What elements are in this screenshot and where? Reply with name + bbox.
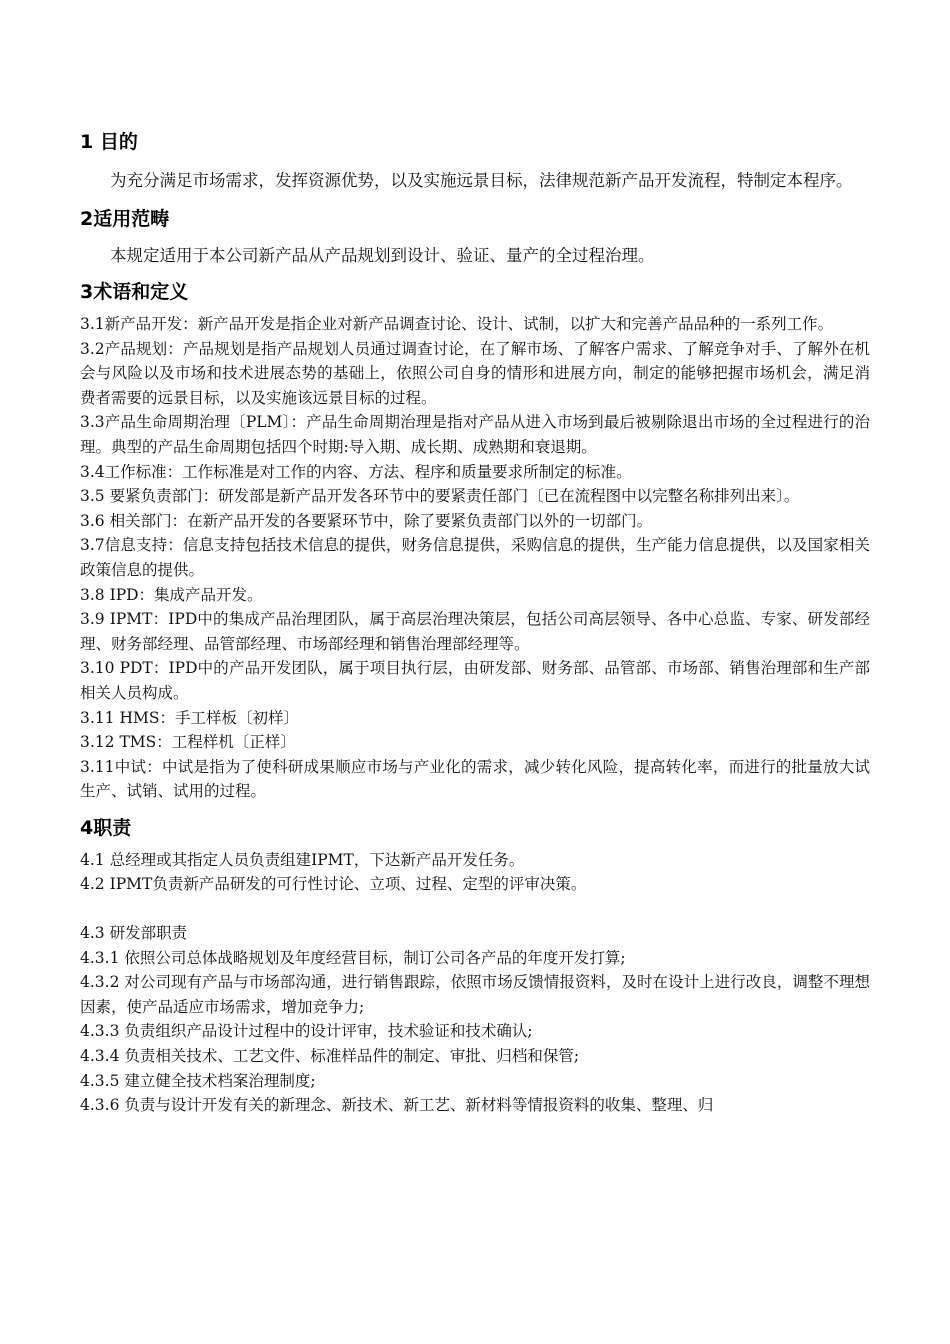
term-item: 3.9 IPMT：IPD中的集成产品治理团队，属于高层治理决策层，包括公司高层领导、各中心总监、专家、研发部经理、财务部经理、品管部经理、市场部经理和销售治理部经理等。 [80,610,870,653]
rd-duties-heading: 4.3 研发部职责 [80,924,188,943]
purpose-paragraph: 为充分满足市场需求，发挥资源优势，以及实施远景目标，法律规范新产品开发流程，特制定本程序。 [110,171,853,190]
section-heading-responsibilities: 4职责 [80,816,132,839]
term-item: 3.8 IPD：集成产品开发。 [80,585,263,604]
term-item: 3.12 TMS：工程样机〔正样〕 [80,733,296,752]
rd-duty-item: 4.3.2 对公司现有产品与市场部沟通，进行销售跟踪，依照市场反馈情报资料，及时在设计上进行改良，调整不理想因素，使产品适应市场需求，增加竞争力; [80,973,870,1016]
term-item: 3.5 要紧负责部门：研发部是新产品开发各环节中的要紧责任部门〔已在流程图中以完整名称排列出来〕。 [80,487,800,506]
rd-duty-item: 4.3.6 负责与设计开发有关的新理念、新技术、新工艺、新材料等情报资料的收集、整理、归 [80,1096,714,1115]
term-item: 3.2产品规划：产品规划是指产品规划人员通过调查讨论，在了解市场、了解客户需求、了解竞争对手、了解外在机会与风险以及市场和技术进展态势的基础上，依照公司自身的情形和进展方向，制定的能够把握市场机会，满足消费者需要的远景目标，以及实施该远景目标的过程。 [80,339,870,407]
rd-duty-item: 4.3.3 负责组织产品设计过程中的设计评审，技术验证和技术确认; [80,1022,533,1041]
terms-list [80,312,870,804]
rd-duty-item: 4.3.5 建立健全技术档案治理制度; [80,1071,316,1090]
rd-duty-item: 4.3.1 依照公司总体战略规划及年度经营目标，制订公司各产品的年度开发打算; [80,948,626,967]
document-body [80,128,870,1118]
responsibilities-list [80,848,870,1118]
term-item: 3.4工作标准：工作标准是对工作的内容、方法、程序和质量要求所制定的标准。 [80,462,632,481]
term-item: 3.11 HMS：手工样板〔初样〕 [80,708,299,727]
section-heading-purpose: 1 目的 [80,131,138,153]
term-item: 3.10 PDT：IPD中的产品开发团队，属于项目执行层，由研发部、财务部、品管部、市场部、销售治理部和生产部相关人员构成。 [80,659,870,702]
blank-line [80,897,870,921]
term-item: 3.3产品生命周期治理〔PLM〕：产品生命周期治理是指对产品从进入市场到最后被剔除退出市场的全过程进行的治理。典型的产品生命周期包括四个时期:导入期、成长期、成熟期和衰退期。 [80,413,870,456]
term-item: 3.7信息支持：信息支持包括技术信息的提供，财务信息提供，采购信息的提供，生产能力信息提供，以及国家相关政策信息的提供。 [80,536,870,579]
responsibility-item: 4.2 IPMT负责新产品研发的可行性讨论、立项、过程、定型的评审决策。 [80,875,587,894]
responsibility-item: 4.1 总经理或其指定人员负责组建IPMT，下达新产品开发任务。 [80,850,525,869]
scope-paragraph: 本规定适用于本公司新产品从产品规划到设计、验证、量产的全过程治理。 [110,246,655,265]
term-item: 3.6 相关部门：在新产品开发的各要紧环节中，除了要紧负责部门以外的一切部门。 [80,511,653,530]
section-heading-terms: 3术语和定义 [80,281,189,303]
term-item: 3.11中试：中试是指为了使科研成果顺应市场与产业化的需求，减少转化风险，提高转化率，而进行的批量放大试生产、试销、试用的过程。 [80,757,870,801]
section-heading-scope: 2适用范畴 [80,208,170,230]
term-item: 3.1新产品开发：新产品开发是指企业对新产品调查讨论、设计、试制，以扩大和完善产品品种的一系列工作。 [80,315,834,333]
rd-duty-item: 4.3.4 负责相关技术、工艺文件、标准样品件的制定、审批、归档和保管; [80,1047,580,1066]
